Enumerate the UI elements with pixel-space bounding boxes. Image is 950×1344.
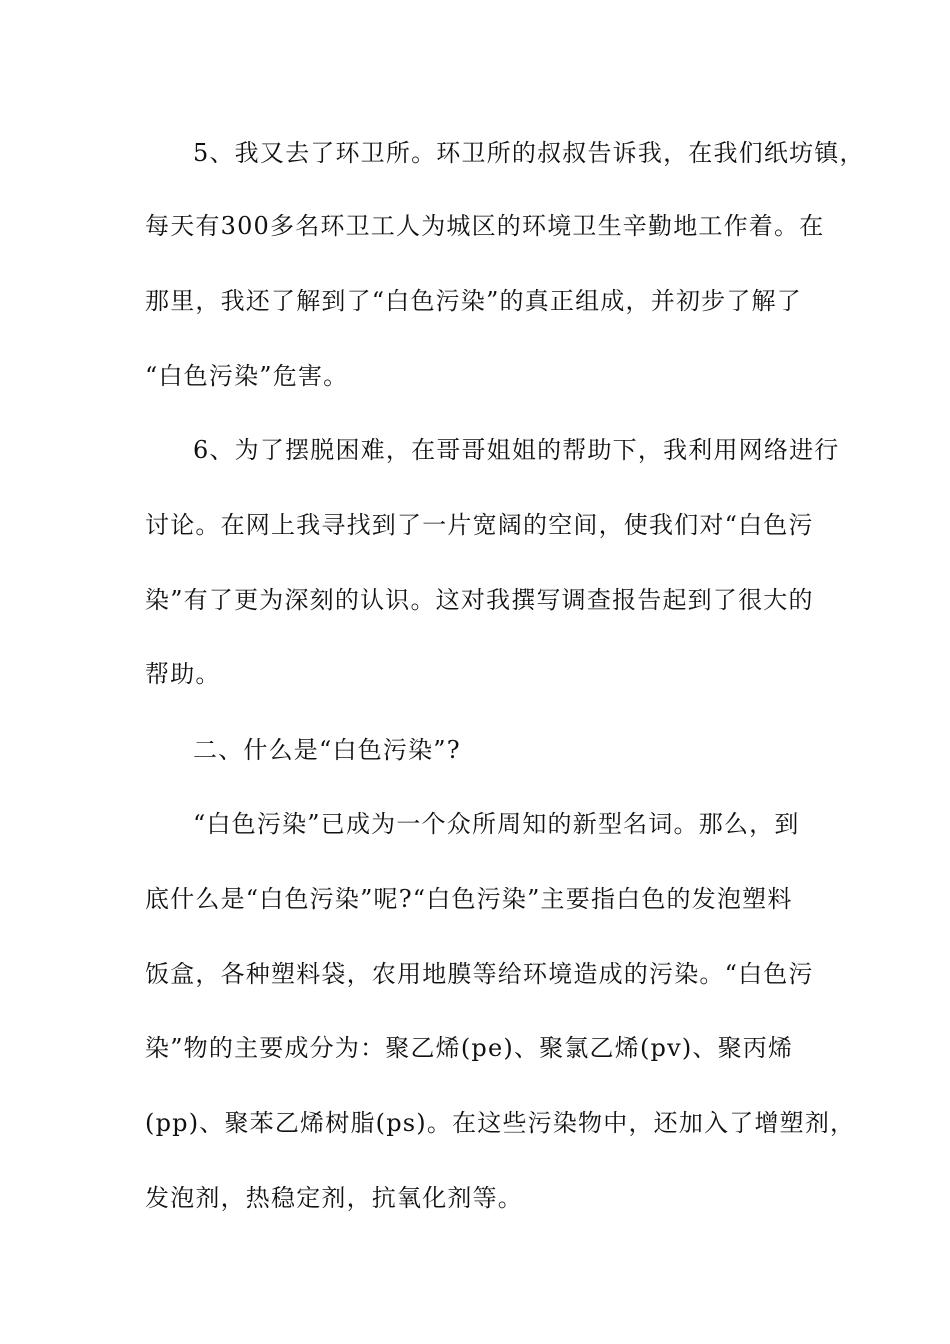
definition-line-3: 饭盒，各种塑料袋，农用地膜等给环境造成的污染。“白色污 [145, 960, 814, 988]
paragraph-6-line-2: 讨论。在网上我寻找到了一片宽阔的空间，使我们对“白色污 [145, 511, 814, 539]
paragraph-5-line-2: 每天有300多名环卫工人为城区的环境卫生辛勤地工作着。在 [145, 212, 825, 240]
definition-line-6: 发泡剂，热稳定剂，抗氧化剂等。 [145, 1184, 523, 1212]
definition-line-4: 染”物的主要成分为：聚乙烯(pe)、聚氯乙烯(pv)、聚丙烯 [145, 1034, 794, 1062]
section-heading: 二、什么是“白色污染”? [193, 736, 461, 764]
paragraph-5-line-4: “白色污染”危害。 [145, 362, 349, 390]
paragraph-5-line-1: 5、我又去了环卫所。环卫所的叔叔告诉我，在我们纸坊镇， [193, 139, 865, 167]
definition-line-5: (pp)、聚苯乙烯树脂(ps)。在这些污染物中，还加入了增塑剂， [145, 1109, 856, 1137]
paragraph-6-line-3: 染”有了更为深刻的认识。这对我撰写调查报告起到了很大的 [145, 586, 814, 614]
paragraph-5-line-3: 那里，我还了解到了“白色污染”的真正组成，并初步了解了 [145, 287, 802, 315]
paragraph-6-line-1: 6、为了摆脱困难，在哥哥姐姐的帮助下，我利用网络进行 [193, 436, 840, 464]
definition-line-1: “白色污染”已成为一个众所周知的新型名词。那么，到 [193, 810, 800, 838]
paragraph-6-line-4: 帮助。 [145, 660, 221, 688]
definition-line-2: 底什么是“白色污染”呢?“白色污染”主要指白色的发泡塑料 [145, 885, 793, 913]
